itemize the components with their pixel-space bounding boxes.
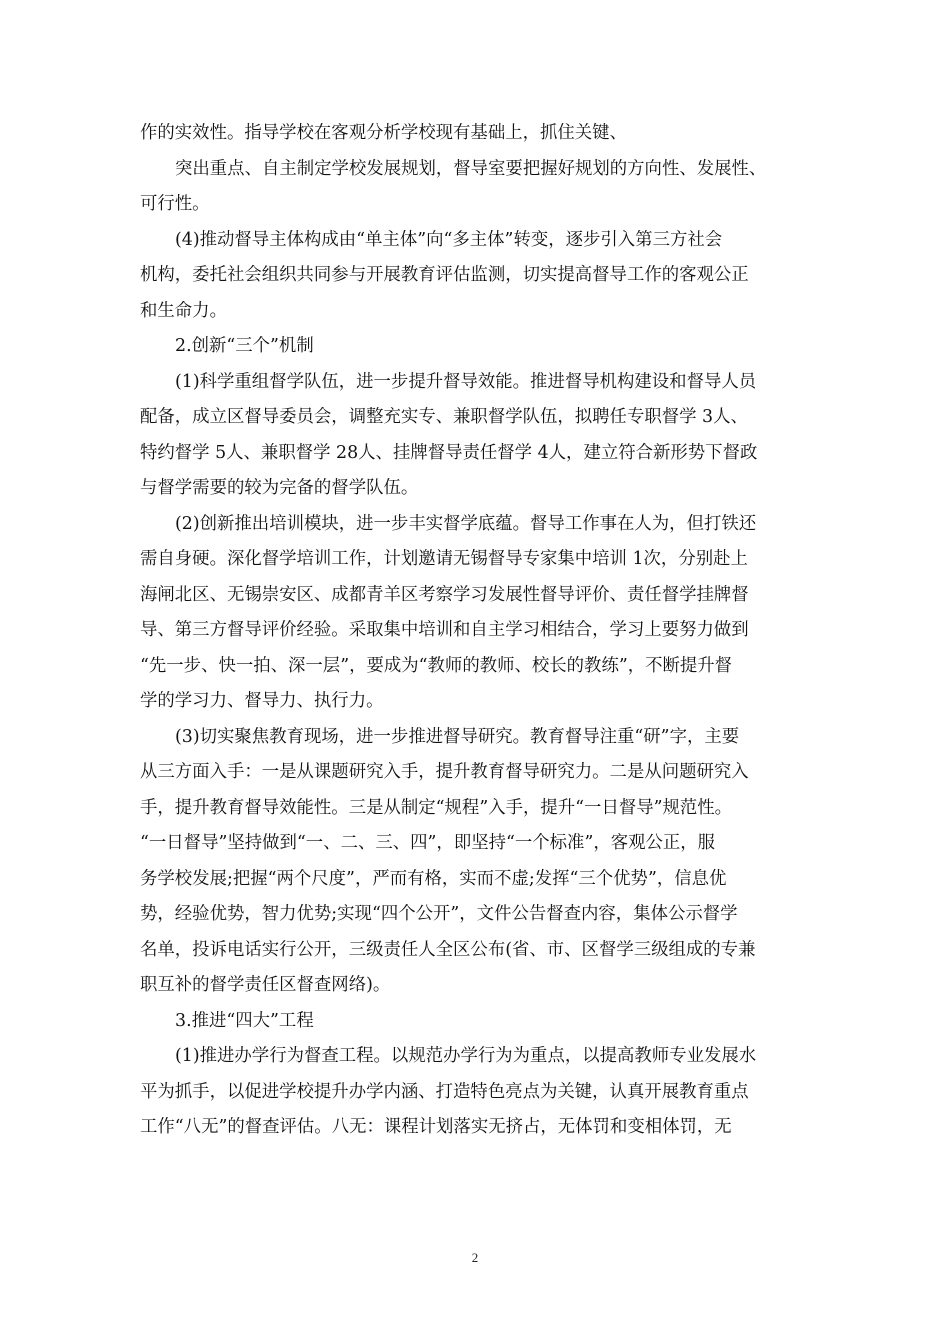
- text-line: 特约督学 5人、兼职督学 28人、挂牌督导责任督学 4人，建立符合新形势下督政: [140, 442, 758, 463]
- text-line: (1)推进办学行为督查工程。以规范办学行为为重点，以提高教师专业发展水: [175, 1046, 757, 1066]
- text-line: 和生命力。: [140, 300, 227, 321]
- text-line: 2.创新“三个”机制: [175, 336, 314, 356]
- text-line: 学的学习力、督导力、执行力。: [140, 691, 384, 711]
- document-body: [140, 116, 815, 1146]
- text-line: (4)推动督导主体构成由“单主体”向“多主体”转变，逐步引入第三方社会: [175, 229, 723, 250]
- text-line: “一日督导”坚持做到“一、二、三、四”，即坚持“一个标准”，客观公正，服: [140, 833, 716, 853]
- text-line: 需自身硬。深化督学培训工作，计划邀请无锡督导专家集中培训 1次，分别赴上: [140, 549, 748, 569]
- text-line: (2)创新推出培训模块，进一步丰实督学底蕴。督导工作事在人为，但打铁还: [175, 513, 757, 534]
- text-line: 导、第三方督导评价经验。采取集中培训和自主学习相结合，学习上要努力做到: [140, 620, 749, 640]
- text-line: (3)切实聚焦教育现场，进一步推进督导研究。教育督导注重“研”字，主要: [175, 726, 740, 747]
- text-line: 手，提升教育督导效能性。三是从制定“规程”入手，提升“一日督导”规范性。: [140, 797, 733, 818]
- text-line: 职互补的督学责任区督查网络)。: [140, 975, 391, 995]
- text-line: 名单，投诉电话实行公开，三级责任人全区公布(省、市、区督学三级组成的专兼: [140, 939, 756, 960]
- text-line: 势，经验优势，智力优势;实现“四个公开”，文件公告督查内容，集体公示督学: [140, 904, 738, 924]
- text-line: 海闸北区、无锡崇安区、成都青羊区考察学习发展性督导评价、责任督学挂牌督: [140, 584, 749, 605]
- page-number: 2: [471, 1250, 479, 1265]
- text-line: 突出重点、自主制定学校发展规划，督导室要把握好规划的方向性、发展性、: [175, 158, 767, 179]
- text-line: 平为抓手，以促进学校提升办学内涵、打造特色亮点为关键，认真开展教育重点: [140, 1081, 749, 1102]
- text-block: [140, 116, 815, 1146]
- text-line: 作的实效性。指导学校在客观分析学校现有基础上，抓住关键、: [140, 123, 627, 143]
- text-line: 工作“八无”的督查评估。八无：课程计划落实无挤占，无体罚和变相体罚，无: [140, 1117, 732, 1137]
- text-line: 3.推进“四大”工程: [175, 1010, 314, 1031]
- text-line: 配备，成立区督导委员会，调整充实专、兼职督学队伍，拟聘任专职督学 3人、: [140, 407, 748, 427]
- text-line: (1)科学重组督学队伍，进一步提升督导效能。推进督导机构建设和督导人员: [175, 371, 757, 392]
- text-line: 机构，委托社会组织共同参与开展教育评估监测，切实提高督导工作的客观公正: [140, 265, 749, 285]
- text-line: “先一步、快一拍、深一层”，要成为“教师的教师、校长的教练”，不断提升督: [140, 655, 733, 676]
- text-line: 与督学需要的较为完备的督学队伍。: [140, 478, 419, 498]
- text-line: 从三方面入手：一是从课题研究入手，提升教育督导研究力。二是从问题研究入: [140, 762, 749, 782]
- text-line: 务学校发展;把握“两个尺度”，严而有格，实而不虚;发挥“三个优势”，信息优: [140, 868, 727, 889]
- text-line: 可行性。: [140, 194, 210, 214]
